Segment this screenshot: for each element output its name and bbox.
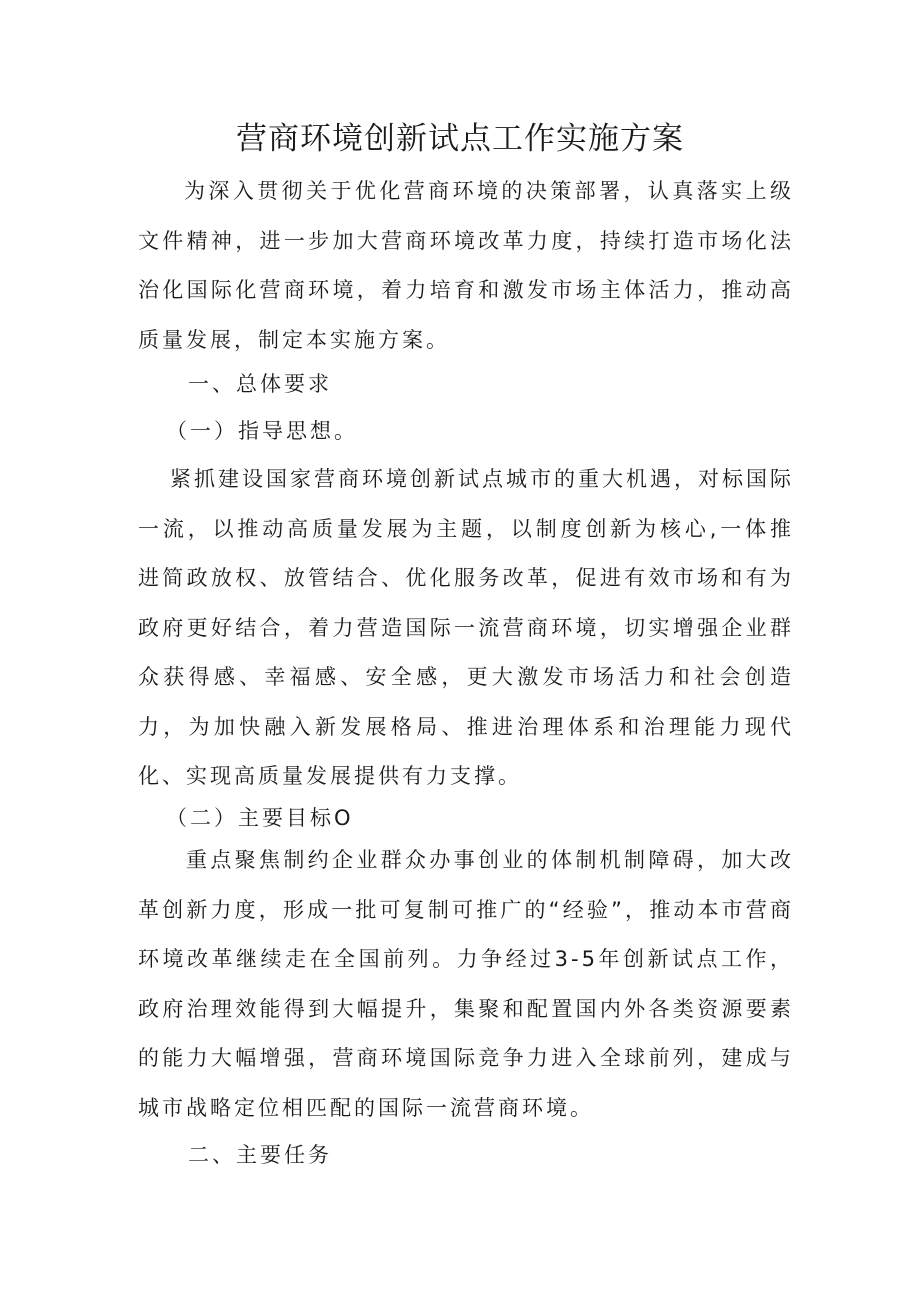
section-2-heading: 二、主要任务: [188, 1143, 332, 1167]
subsection-1-body: 紧抓建设国家营商环境创新试点城市的重大机遇，对标国际一流，以推动高质量发展为主题，以制度创新为核心,一体推进简政放权、放管结合、优化服务改革，促进有效市场和有为政府更好结合，着力营造国际一流营商环境，切实增强企业群众获得感、幸福感、安全感，更大激发市场活力和社会创造力，为加快融入新发展格局、推进治理体系和治理能力现代化、实现高质量发展提供有力支撑。: [138, 467, 794, 788]
document-title: 营商环境创新试点工作实施方案: [236, 121, 684, 157]
intro-paragraph: 为深入贯彻关于优化营商环境的决策部署，认真落实上级文件精神，进一步加大营商环境改革力度，持续打造市场化法治化国际化营商环境，着力培育和激发市场主体活力，推动高质量发展，制定本实施方案。: [138, 179, 794, 352]
section-1-heading: 一、总体要求: [188, 372, 332, 396]
subsection-2-heading: （二）主要目标O: [166, 806, 354, 830]
subsection-2-body: 重点聚焦制约企业群众办事创业的体制机制障碍，加大改革创新力度，形成一批可复制可推广的“经验”，推动本市营商环境改革继续走在全国前列。力争经过3-5年创新试点工作，政府治理效能得到大幅提升，集聚和配置国内外各类资源要素的能力大幅增强，营商环境国际竞争力进入全球前列，建成与城市战略定位相匹配的国际一流营商环境。: [138, 848, 794, 1120]
subsection-1-heading: （一）指导思想。: [166, 419, 358, 443]
